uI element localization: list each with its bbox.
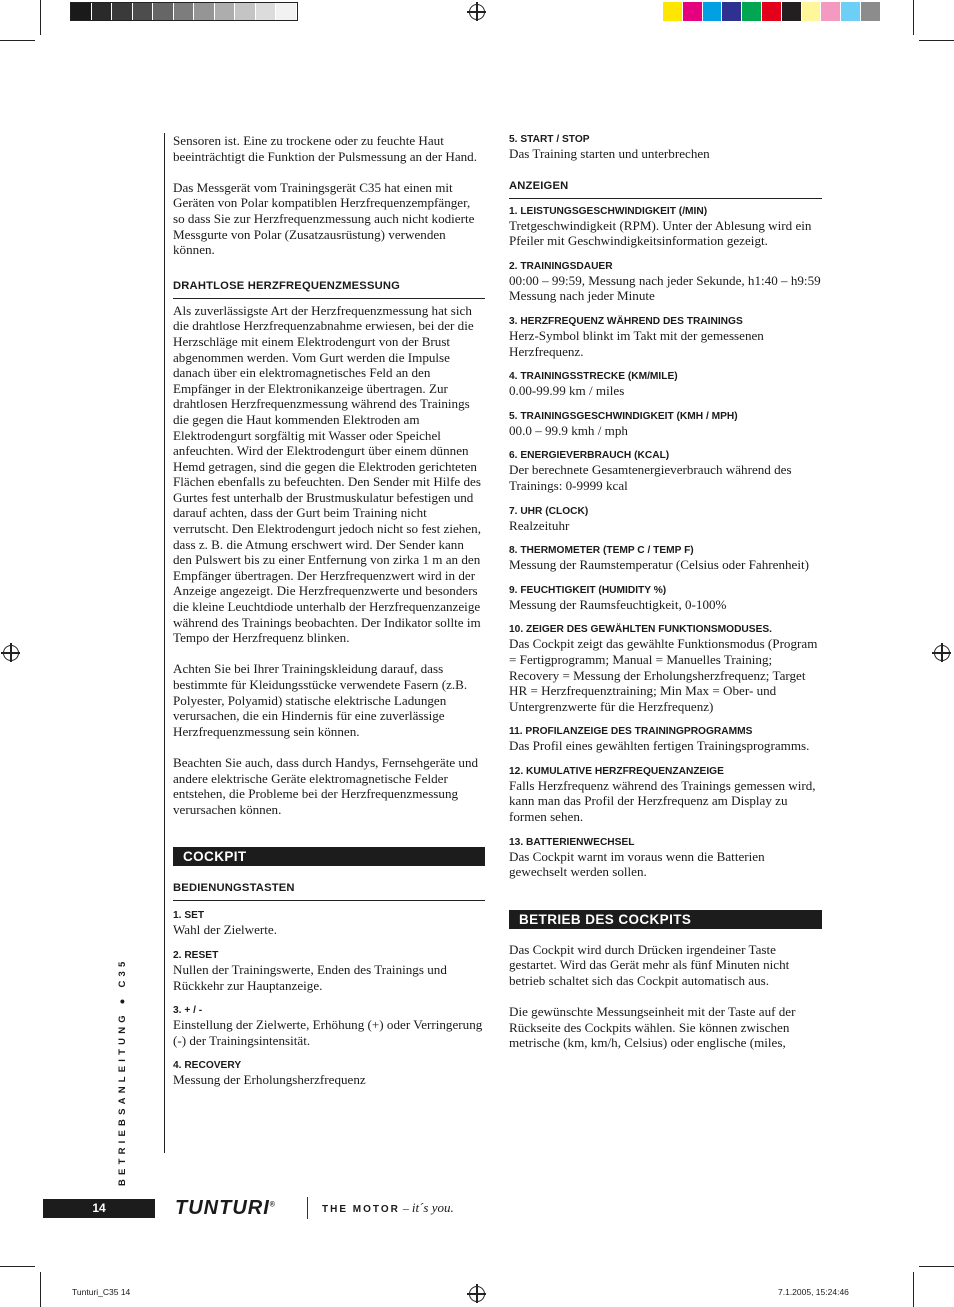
- brand-name: TUNTURI: [175, 1197, 270, 1219]
- display-item-text: 00:00 – 99:59, Messung nach jeder Sekunde, h1:40 – h9:59 Messung nach jeder Minute: [509, 272, 821, 304]
- gray-swatch: [71, 3, 92, 20]
- tagline-motor: THE MOTOR: [322, 1204, 400, 1215]
- display-item-label: 10. ZEIGER DES GEWÄHLTEN FUNKTIONSMODUSES.: [509, 624, 773, 636]
- color-swatch: [762, 2, 782, 21]
- button-item-text: Wahl der Zielwerte.: [173, 922, 278, 938]
- button-item-label: 3. + / -: [173, 1005, 203, 1017]
- left-column: [173, 133, 485, 1088]
- display-item-label: 4. TRAININGSSTRECKE (KM/MILE): [509, 371, 678, 383]
- display-item-label: 3. HERZFREQUENZ WÄHREND DES TRAININGS: [509, 315, 743, 327]
- button-item-text: Einstellung der Zielwerte, Erhöhung (+) oder Verringerung (-) der Trainingsintensität.: [173, 1017, 483, 1048]
- wireless-paragraph: Beachten Sie auch, dass durch Handys, Fernsehgeräte und andere elektrische Geräte elektromagnetische Felder entstehen, die Probleme bei der Herzfrequenzmessung verursachen können.: [173, 754, 479, 817]
- grayscale-calibration-strip: [70, 2, 298, 21]
- display-item-text: Realzeituhr: [509, 517, 570, 533]
- gray-swatch: [194, 3, 215, 20]
- display-item-text: Tretgeschwindigkeit (RPM). Unter der Ablesung wird ein Pfeiler mit Geschwindigkeitsinformation gezeigt.: [509, 217, 812, 249]
- color-swatch: [742, 2, 762, 21]
- crop-mark: [40, 0, 41, 35]
- wireless-paragraph: Als zuverlässigste Art der Herzfrequenzmessung hat sich die drahtlose Herzfrequenzabnahme erwiesen, bei der die Herzschläge mit einem Elektrodengurt von der Brust abgenommen werden. Vom Gurt werden die Impulse danach über ein elektromagnetisches Feld an den Empfänger in der Elektronikanzeige übertragen. Zur drahtlosen Herzfrequenzmessung während des Trainings die gegen die Haut kommenden Elektroden am Elektrodengurt sorgfältig mit Wasser oder Speichel anfeuchten. Wird der Elektrodengurt über einem dünnen Hemd getragen, sind die gegen die Elektroden gerichteten Flächen ebenfalls zu befeuchten. Den Sender mit Hilfe des Gurtes fest unterhalb der Brustmuskulatur befestigen und darauf achten, dass der Gurt beim Training nicht verrutscht. Den Elektrodengurt jedoch nicht so fest ziehen, dass z. B. die Atmung erschwert wird. Der Sender kann den Pulswert bis zu einer Entfernung von zirka 1 m an den Empfänger übertragen. Der Herzfrequenzwert wird in der Anzeige angezeigt. Die Herzfrequenzwerte und besonders die kleine Leuchtdiode unterhalb der Herzfrequenzanzeige während des Trainings beobachten. Der Indikator sollte im Tempo der Herzfrequenz blinken.: [173, 302, 481, 646]
- display-item-label: 5. TRAININGSGESCHWINDIGKEIT (KMH / MPH): [509, 410, 738, 422]
- color-swatch: [821, 2, 841, 21]
- brand-separator: [307, 1197, 308, 1219]
- display-item-label: 6. ENERGIEVERBRAUCH (KCAL): [509, 450, 670, 462]
- crop-mark: [919, 1266, 954, 1267]
- display-item-label: 7. UHR (CLOCK): [509, 505, 589, 517]
- operation-paragraph: Die gewünschte Messungseinheit mit der Taste auf der Rückseite des Cockpits wählen. Sie können zwischen metrische (km, km/h, Celsius) oder englische (miles,: [509, 1004, 796, 1051]
- page-number: 14: [43, 1199, 155, 1218]
- crop-mark: [0, 40, 35, 41]
- gray-swatch: [235, 3, 256, 20]
- display-item-label: 2. TRAININGSDAUER: [509, 260, 613, 272]
- display-item-label: 13. BATTERIENWECHSEL: [509, 836, 635, 848]
- display-item-text: Der berechnete Gesamtenergieverbrauch während des Trainings: 0-9999 kcal: [509, 462, 792, 493]
- cockpit-section-bar: COCKPIT: [173, 847, 485, 866]
- button-item-label: 1. SET: [173, 910, 205, 922]
- crop-mark: [0, 1266, 35, 1267]
- gray-swatch: [174, 3, 195, 20]
- color-swatch: [663, 2, 683, 21]
- manual-side-label: BETRIEBSANLEITUNG ● C35: [117, 957, 128, 1186]
- gray-swatch: [215, 3, 236, 20]
- display-item-label: 1. LEISTUNGSGESCHWINDIGKEIT (/MIN): [509, 205, 708, 217]
- crop-mark: [40, 1272, 41, 1307]
- display-item-text: Das Cockpit zeigt das gewählte Funktionsmodus (Program = Fertigprogramm; Manual = Manuelles Training; Recovery = Messung der Erholungsherzfrequenz; Target HR = Herzfrequenztraining; Min Max = Ober- und Untergrenzwerte für die Herzfrequenz): [509, 636, 818, 714]
- button-item-text: Nullen der Trainingswerte, Enden des Trainings und Rückkehr zur Hauptanzeige.: [173, 961, 447, 993]
- buttons-heading: BEDIENUNGSTASTEN: [173, 882, 485, 901]
- brand-tagline: [322, 1200, 454, 1216]
- button-item-label: 4. RECOVERY: [173, 1060, 242, 1072]
- slug-timestamp: 7.1.2005, 15:24:46: [778, 1287, 849, 1297]
- slug-filename: Tunturi_C35 14: [72, 1287, 131, 1297]
- brand-logo: [175, 1197, 276, 1220]
- gray-swatch: [92, 3, 113, 20]
- display-item-text: 00.0 – 99.9 kmh / mph: [509, 422, 628, 438]
- display-item-label: 8. THERMOMETER (TEMP C / TEMP F): [509, 545, 694, 557]
- gray-swatch: [276, 3, 297, 20]
- color-swatch: [683, 2, 703, 21]
- display-item-text: Das Profil eines gewählten fertigen Trainingsprogramms.: [509, 738, 810, 754]
- crop-mark: [919, 40, 954, 41]
- color-swatch: [841, 2, 861, 21]
- intro-paragraph: Das Messgerät vom Trainingsgerät C35 hat einen mit Geräten von Polar kompatiblen Herzfrequenzempfänger, so dass Sie zur Herzfrequenzmessung auch nicht kodierte Messgurte von Polar (Zusatzausrüstung) verwenden können.: [173, 179, 475, 258]
- start-stop-label: 5. START / STOP: [509, 134, 590, 145]
- intro-paragraph: Sensoren ist. Eine zu trockene oder zu feuchte Haut beeinträchtigt die Funktion der Pulsmessung an der Hand.: [173, 133, 478, 164]
- display-item-text: Messung der Raumsfeuchtigkeit, 0-100%: [509, 596, 727, 612]
- color-swatch: [861, 2, 881, 21]
- button-item-text: Messung der Erholungsherzfrequenz: [173, 1072, 366, 1088]
- display-item-text: Messung der Raumstemperatur (Celsius oder Fahrenheit): [509, 557, 809, 573]
- display-item-text: Herz-Symbol blinkt im Takt mit der gemessenen Herzfrequenz.: [509, 327, 764, 359]
- operation-section-bar: BETRIEB DES COCKPITS: [509, 910, 822, 929]
- registration-mark-bottom: [469, 1286, 485, 1302]
- display-item-label: 9. FEUCHTIGKEIT (HUMIDITY %): [509, 584, 667, 596]
- color-swatch: [782, 2, 802, 21]
- gray-swatch: [112, 3, 133, 20]
- registered-mark: ®: [269, 1201, 276, 1209]
- tagline-dash: –: [399, 1201, 412, 1215]
- gray-swatch: [153, 3, 174, 20]
- button-item-label: 2. RESET: [173, 949, 219, 961]
- margin-rule: [164, 133, 165, 1153]
- crop-mark: [913, 0, 914, 35]
- registration-mark-right: [934, 645, 950, 661]
- registration-mark-top: [469, 4, 485, 20]
- gray-swatch: [133, 3, 154, 20]
- operation-paragraph: Das Cockpit wird durch Drücken irgendeiner Taste gestartet. Wird das Gerät mehr als fünf Minuten nicht betrieb schaltet sich das Cockpit automatisch aus.: [509, 941, 790, 989]
- display-item-label: 11. PROFILANZEIGE DES TRAININGPROGRAMMS: [509, 726, 753, 738]
- registration-mark-left: [3, 645, 19, 661]
- color-swatch: [802, 2, 822, 21]
- display-item-label: 12. KUMULATIVE HERZFREQUENZANZEIGE: [509, 765, 724, 777]
- display-item-text: Das Cockpit warnt im voraus wenn die Batterien gewechselt werden sollen.: [509, 848, 765, 880]
- color-swatch: [703, 2, 723, 21]
- tagline-you: it´s you.: [411, 1200, 454, 1215]
- display-item-text: 0.00-99.99 km / miles: [509, 383, 625, 399]
- display-item-text: Falls Herzfrequenz während des Trainings gemessen wird, kann man das Profil der Herzfrequenz am Display zu formen sehen.: [509, 777, 816, 825]
- displays-heading: ANZEIGEN: [509, 180, 822, 199]
- crop-mark: [913, 1272, 914, 1307]
- gray-swatch: [256, 3, 277, 20]
- wireless-paragraph: Achten Sie bei Ihrer Trainingskleidung darauf, dass bestimmte für Kleidungsstücke verwendete Fasern (z.B. Polyester, Polyamid) statische elektrische Ladungen verursachen, die ein Hindernis für eine zuverlässige Herzfrequenzmessung sein können.: [173, 661, 468, 739]
- color-swatch: [722, 2, 742, 21]
- start-stop-text: Das Training starten und unterbrechen: [509, 146, 710, 161]
- wireless-heading: DRAHTLOSE HERZFREQUENZMESSUNG: [173, 280, 485, 299]
- color-calibration-strip: [663, 2, 881, 21]
- right-column: [509, 133, 822, 1051]
